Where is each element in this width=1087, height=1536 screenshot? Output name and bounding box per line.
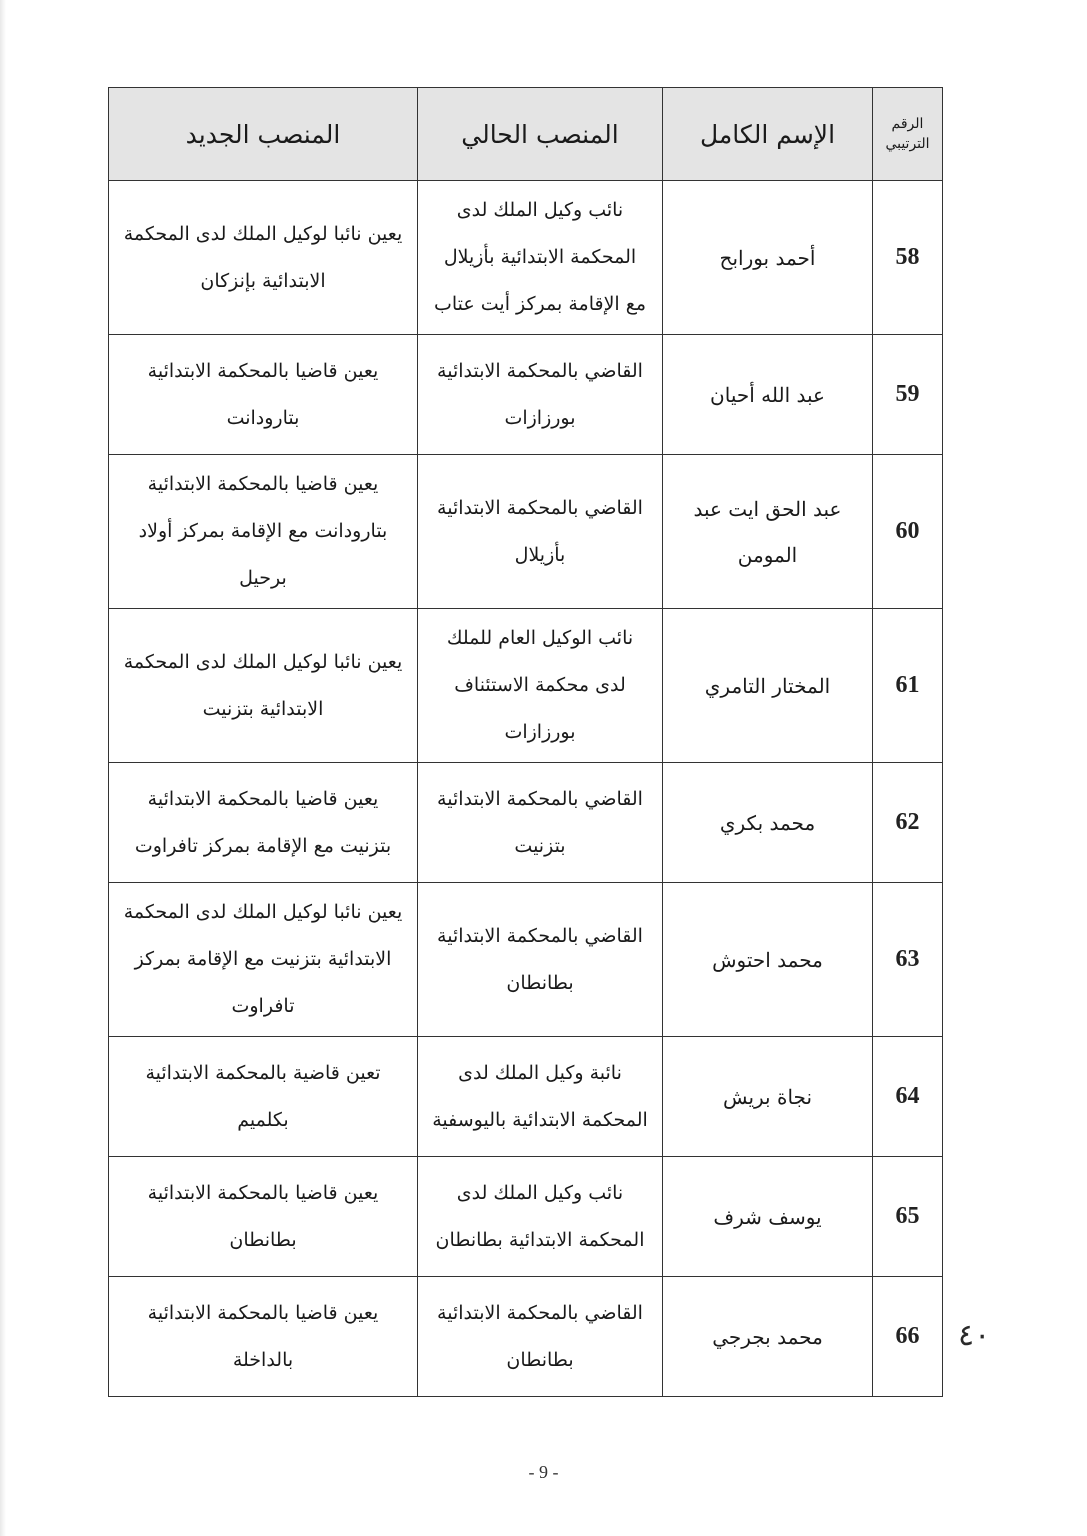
row-full-name: عبد الله أحيان — [663, 335, 873, 455]
row-number: 59 — [873, 335, 943, 455]
row-new-position: يعين قاضيا بالمحكمة الابتدائية بطانطان — [109, 1157, 418, 1277]
row-new-position: يعين قاضيا بالمحكمة الابتدائية بتارودانت — [109, 335, 418, 455]
page-number: - 9 - — [528, 1462, 559, 1482]
row-new-position: يعين قاضيا بالمحكمة الابتدائية بتارودانت مع الإقامة بمركز أولاد برحيل — [109, 455, 418, 609]
row-new-position: يعين نائبا لوكيل الملك لدى المحكمة الابتدائية بتزنيت — [109, 609, 418, 763]
header-number: الرقم الترتيبي — [873, 88, 943, 181]
row-current-position: القاضي بالمحكمة الابتدائية بطانطان — [418, 1277, 663, 1397]
table-row — [109, 181, 943, 335]
table-row — [109, 1157, 943, 1277]
row-full-name: أحمد بورابح — [663, 181, 873, 335]
row-full-name: محمد احتوش — [663, 883, 873, 1037]
table-row — [109, 763, 943, 883]
row-new-position: يعين نائبا لوكيل الملك لدى المحكمة الابتدائية بتزنيت مع الإقامة بمركز تافراوت — [109, 883, 418, 1037]
row-number: 65 — [873, 1157, 943, 1277]
table-header-row — [109, 88, 943, 181]
row-number: 58 — [873, 181, 943, 335]
row-new-position: يعين قاضيا بالمحكمة الابتدائية بالداخلة — [109, 1277, 418, 1397]
row-number: 64 — [873, 1037, 943, 1157]
page-edge-shadow — [0, 0, 6, 1536]
row-full-name: محمد بجرجي — [663, 1277, 873, 1397]
row-current-position: نائبة وكيل الملك لدى المحكمة الابتدائية باليوسفية — [418, 1037, 663, 1157]
table-row — [109, 1277, 943, 1397]
row-current-position: نائب الوكيل العام للملك لدى محكمة الاستئناف بورزازات — [418, 609, 663, 763]
row-current-position: القاضي بالمحكمة الابتدائية بتزنيت — [418, 763, 663, 883]
row-full-name: يوسف شرف — [663, 1157, 873, 1277]
row-current-position: القاضي بالمحكمة الابتدائية بأزيلال — [418, 455, 663, 609]
row-number: 60 — [873, 455, 943, 609]
appointments-table — [108, 87, 943, 1397]
header-new-position: المنصب الجديد — [109, 88, 418, 181]
table-row — [109, 455, 943, 609]
row-new-position: تعين قاضية بالمحكمة الابتدائية بكلميم — [109, 1037, 418, 1157]
row-full-name: نجاة بريش — [663, 1037, 873, 1157]
header-full-name: الإسم الكامل — [663, 88, 873, 181]
row-current-position: نائب وكيل الملك لدى المحكمة الابتدائية بطانطان — [418, 1157, 663, 1277]
row-number: 63 — [873, 883, 943, 1037]
row-full-name: عبد الحق ايت عبد المومن — [663, 455, 873, 609]
row-number: 62 — [873, 763, 943, 883]
row-current-position: القاضي بالمحكمة الابتدائية بطانطان — [418, 883, 663, 1037]
header-current-position: المنصب الحالي — [418, 88, 663, 181]
row-current-position: القاضي بالمحكمة الابتدائية بورزازات — [418, 335, 663, 455]
row-current-position: نائب وكيل الملك لدى المحكمة الابتدائية بأزيلال مع الإقامة بمركز أيت عتاب — [418, 181, 663, 335]
row-number: 66 — [873, 1277, 943, 1397]
row-new-position: يعين نائبا لوكيل الملك لدى المحكمة الابتدائية بإنزكان — [109, 181, 418, 335]
table-row — [109, 609, 943, 763]
handwritten-annotation: ٤٠ — [958, 1318, 991, 1353]
row-full-name: محمد بكري — [663, 763, 873, 883]
row-full-name: المختار التامري — [663, 609, 873, 763]
table-row — [109, 335, 943, 455]
table-row — [109, 1037, 943, 1157]
table-row — [109, 883, 943, 1037]
row-new-position: يعين قاضيا بالمحكمة الابتدائية بتزنيت مع الإقامة بمركز تافراوت — [109, 763, 418, 883]
row-number: 61 — [873, 609, 943, 763]
